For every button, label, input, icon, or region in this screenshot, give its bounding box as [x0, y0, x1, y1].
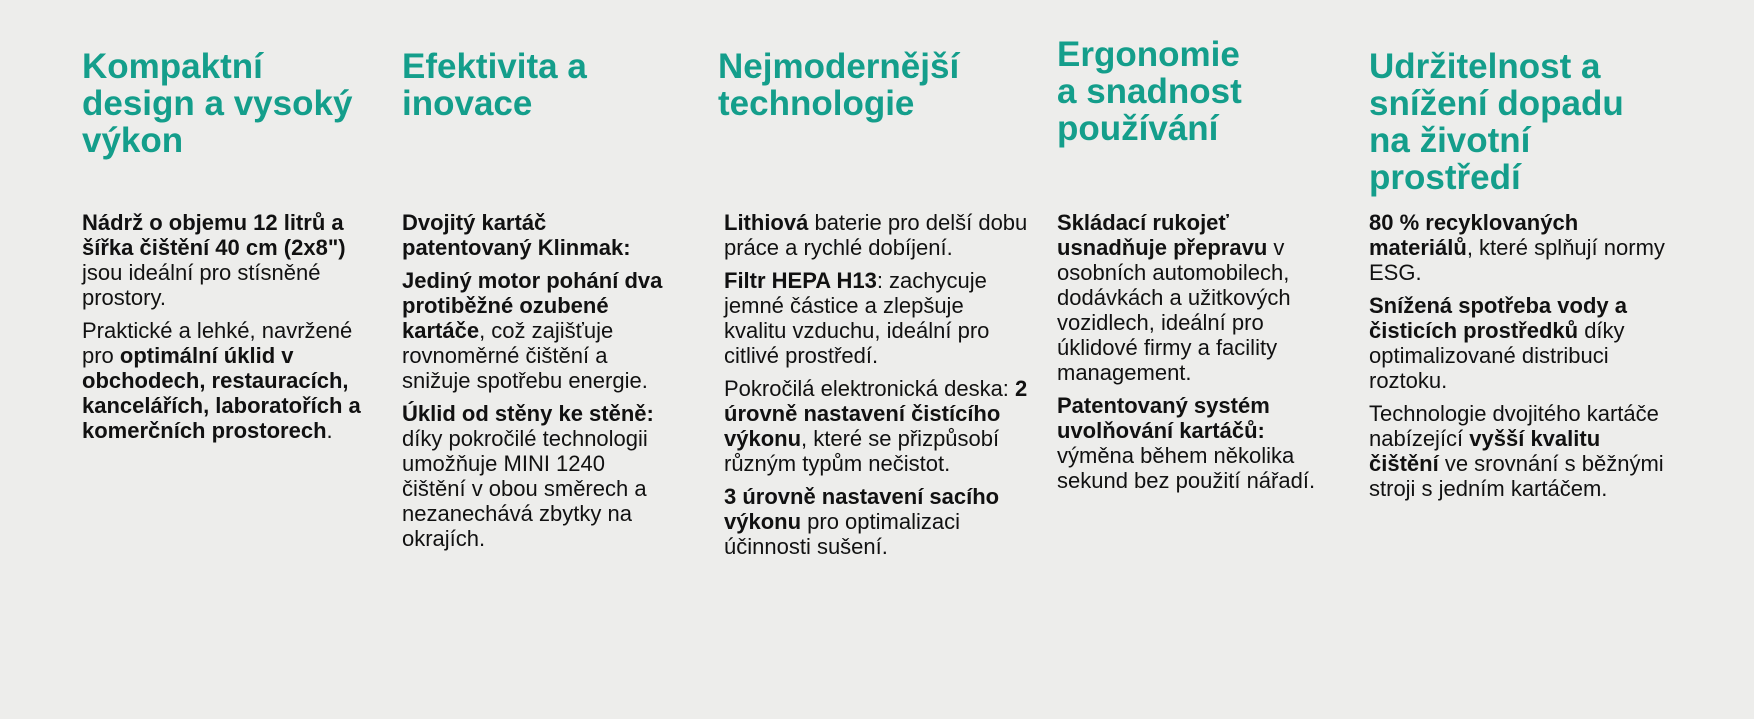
- paragraph: [1057, 210, 1335, 385]
- heading-line: Udržitelnost a: [1369, 47, 1601, 86]
- text: .: [326, 418, 333, 443]
- bold-text: Nádrž o objemu 12 litrů a šířka čištění 40 cm (2x8"): [82, 210, 346, 260]
- column-body: [402, 210, 674, 559]
- text: pro optimalizaci účinnosti sušení.: [724, 509, 960, 559]
- paragraph: [1369, 401, 1674, 501]
- heading-line: Nejmodernější: [718, 47, 960, 86]
- column-heading: [1369, 48, 1674, 196]
- bold-text: 3 úrovně nastavení sacího výkonu: [724, 484, 1000, 534]
- text: , které se přizpůsobí různým typům nečistot.: [724, 426, 1000, 476]
- text: : zachycuje jemné částice a zlepšuje kvalitu vzduchu, ideální pro citlivé prostředí.: [724, 268, 990, 368]
- heading-line: technologie: [718, 84, 915, 123]
- column-heading: [718, 48, 1023, 122]
- bold-text: optimální úklid v obchodech, restauracích, kancelářích, laboratořích a komerčních prostorech: [82, 343, 361, 443]
- paragraph: [402, 210, 674, 260]
- heading-line: design a vysoký: [82, 84, 353, 123]
- heading-line: Efektivita a: [402, 47, 587, 86]
- text: v osobních automobilech, dodávkách a užitkových vozidlech, ideální pro úklidové firmy a facility management.: [1057, 235, 1291, 385]
- paragraph: [724, 376, 1029, 476]
- paragraph: [724, 484, 1029, 559]
- heading-line: na životní: [1369, 121, 1531, 160]
- column-compact-design: [82, 47, 382, 443]
- text: baterie pro delší dobu práce a rychlé dobíjení.: [724, 210, 1028, 260]
- paragraph: [1369, 210, 1674, 285]
- text: , které splňují normy ESG.: [1369, 235, 1665, 285]
- text: , což zajišťuje rovnoměrné čištění a snižuje spotřebu energie.: [402, 318, 648, 393]
- column-body: [82, 210, 382, 451]
- text: výměna během několika sekund bez použití nářadí.: [1057, 443, 1316, 493]
- bold-text: 80 % recyklovaných materiálů: [1369, 210, 1579, 260]
- bold-text: Patentovaný systém uvolňování kartáčů:: [1057, 393, 1270, 443]
- heading-line: používání: [1057, 109, 1219, 148]
- text: díky optimalizované distribuci roztoku.: [1369, 318, 1625, 393]
- paragraph: [724, 210, 1029, 260]
- bold-text: Dvojitý kartáč patentovaný Klinmak:: [402, 210, 631, 260]
- paragraph: [82, 318, 382, 443]
- bold-text: vyšší kvalitu čištění: [1369, 426, 1601, 476]
- paragraph: [82, 210, 382, 310]
- bold-text: Úklid od stěny ke stěně:: [402, 401, 654, 426]
- column-body: [1369, 210, 1674, 509]
- heading-line: inovace: [402, 84, 533, 123]
- heading-line: a snadnost: [1057, 72, 1242, 111]
- paragraph: [1369, 293, 1674, 393]
- paragraph: [724, 268, 1029, 368]
- text: Praktické a lehké, navržené pro: [82, 318, 353, 368]
- column-sustainability: [1369, 47, 1674, 501]
- text: jsou ideální pro stísněné prostory.: [82, 260, 321, 310]
- paragraph: [402, 268, 674, 393]
- bold-text: Snížená spotřeba vody a čisticích prostředků: [1369, 293, 1627, 343]
- column-heading: [402, 48, 674, 122]
- paragraph: [402, 401, 674, 551]
- column-ergonomics: [1057, 35, 1335, 493]
- text: ve srovnání s běžnými stroji s jedním kartáčem.: [1369, 451, 1664, 501]
- text: Technologie dvojitého kartáče nabízející: [1369, 401, 1659, 451]
- bold-text: Skládací rukojeť usnadňuje přepravu: [1057, 210, 1268, 260]
- column-modern-technology: [718, 47, 1028, 559]
- column-body: [1057, 210, 1335, 501]
- heading-line: prostředí: [1369, 158, 1521, 197]
- bold-text: Jediný motor pohání dva protiběžné ozubené kartáče: [402, 268, 663, 343]
- text: Pokročilá elektronická deska:: [724, 376, 1016, 401]
- column-heading: [82, 48, 382, 159]
- heading-line: Ergonomie: [1057, 35, 1240, 74]
- bold-text: 2 úrovně nastavení čistícího výkonu: [724, 376, 1028, 451]
- text: díky pokročilé technologii umožňuje MINI 1240 čištění v obou směrech a nezanechává zbytky na okrajích.: [402, 426, 648, 551]
- column-efficiency-innovation: [402, 47, 674, 551]
- bold-text: Lithiová: [724, 210, 809, 235]
- heading-line: snížení dopadu: [1369, 84, 1624, 123]
- heading-line: Kompaktní: [82, 47, 263, 86]
- paragraph: [1057, 393, 1335, 493]
- heading-line: výkon: [82, 121, 184, 160]
- column-body: [724, 210, 1029, 567]
- bold-text: Filtr HEPA H13: [724, 268, 877, 293]
- column-heading: [1057, 36, 1335, 147]
